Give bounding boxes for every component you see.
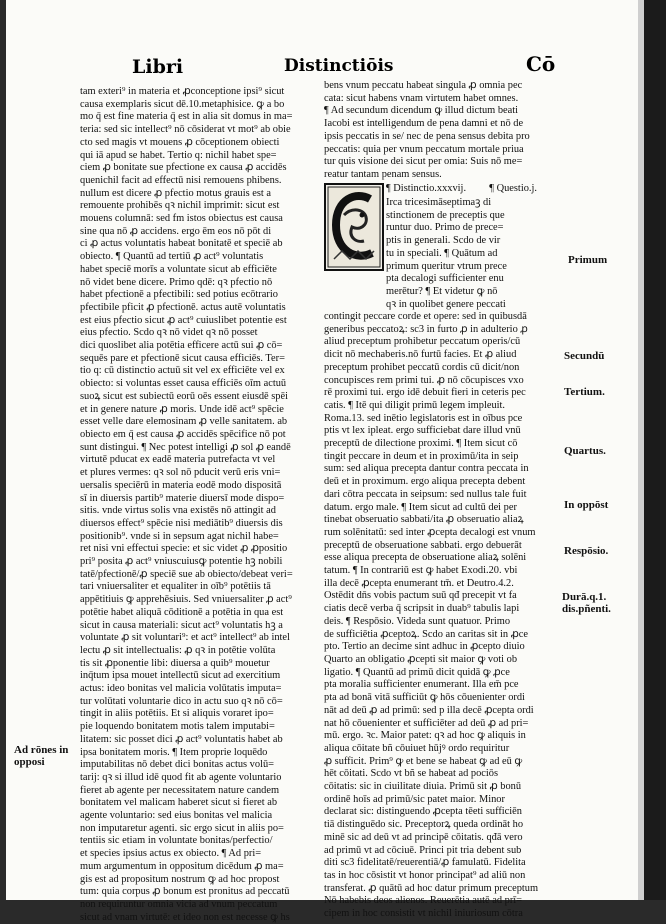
text-line: mū. ergo. ꝛc. Maior patet: qꝛ ad hoc ꝙ aliquis in — [324, 730, 526, 742]
text-line: non requiruntur omnia vicia ad vnum peccatum — [80, 899, 278, 910]
text-line: ad primū vt ad cōciuē. Princi pit tria debent sub — [324, 844, 522, 856]
text-line: fieret ab agente per necessitatem nature candem — [80, 784, 280, 796]
text-line: tas in hoc cōsistit vt honor principat⁹ ad aliū non — [324, 869, 526, 881]
text-line: ꝓ sufficit. Prim⁹ ꝙ et bene se habeat ꝙ ad eū ꝙ — [324, 755, 523, 767]
text-line: tam exteri⁹ in materia et ꝓconceptione ipsi⁹ sicut — [80, 86, 285, 97]
text-line: cōitatis: sic in ciuilitate diuia. Primū sit ꝓ bonū — [324, 781, 522, 793]
text-line: esset velle dare elemosinam ꝓ velle sanitatem. ab — [80, 416, 288, 428]
text-line: qui iā apud se habet. Tertio q: nichil habet spe= — [80, 149, 277, 161]
text-line: tari vniuersaliter et equaliter in oīb⁹ potētiis tā — [80, 581, 271, 593]
margin-note-durandus: Durā.q.1. — [562, 591, 607, 603]
text-line: cto sed magis vt mouens ꝓ cōceptionem obiecti — [80, 136, 280, 148]
text-line: mo q̄ est fine materia q̄ est in alia sit domus in ma= — [80, 111, 293, 123]
text-line: preceptū de obseruatione sabbati. ergo debuerāt — [324, 539, 522, 551]
running-header-libri: Libri — [132, 56, 184, 78]
text-line: rum solēnitatū: sed inter ꝓcepta decalogi est vnum — [324, 526, 536, 538]
text-line: declarat sic: distinguendo ꝓcepta tēeti sufficiēn — [324, 806, 522, 818]
text-line: pri⁹ posita ꝓ act⁹ vniuscuiusꝙ potentie hꝫ nobili — [80, 556, 283, 568]
text-line: et plures vermes: qꝛ sol nō pducit verū eris vni= — [80, 467, 281, 479]
text-line: contingit peccare corde et opere: sed in quibusdā — [324, 311, 527, 322]
text-line: voluntate ꝓ sit voluntari⁹: et act⁹ intellect⁹ ab intel — [80, 632, 290, 644]
text-line: est eius pfectio sicut ꝓ act⁹ cuiuslibet potentie est — [80, 314, 287, 326]
text-line: remouente prohibēs qꝛ nichil imprimit: sicut est — [80, 200, 280, 212]
text-line: sine qua nō ꝓ accidens. ergo ēm eos nō pōt di — [80, 225, 272, 237]
text-line: tu in speciali. ¶ Quātum ad — [386, 247, 498, 259]
text-line: Iacobi est intelligendum de pena damni et nō de — [324, 118, 524, 130]
text-line: pfectibile pficit ꝓ pfectionē. actus autē voluntatis — [80, 301, 286, 313]
right-text-column-body — [324, 311, 560, 921]
margin-note-line: in opposi — [14, 744, 69, 768]
text-line: uersalis speciērū in materia eodē modo dispositā — [80, 479, 282, 491]
text-line: sum: sed aliqua precepta dantur contra peccata in — [324, 463, 529, 475]
text-line: pta moralia sufficienter enumerant. Illa em̄ pce — [324, 679, 519, 691]
text-line: tatē/pfectionē/ꝓ speciē sue ab obiecto/debeat veri= — [80, 568, 293, 580]
text-line: obiecto. ¶ Quantū ad tertiū ꝓ act⁹ voluntatis — [80, 251, 264, 263]
text-line: tur quis visione dei sicut per omia: Suis nō me= — [324, 156, 523, 168]
text-line: suoꝝ sicut est subiectū eorū oēs essent eiusdē spēi — [80, 390, 289, 402]
text-line: litatem: sic posset dici ꝓ act⁹ voluntatis habet ab — [80, 733, 283, 745]
text-line: sī in diuersis partib⁹ materie diuersī mode dispo= — [80, 492, 285, 504]
text-line: stinctionem de preceptis que — [386, 209, 505, 221]
decorated-initial-c — [324, 183, 384, 271]
text-line: tarij: qꝛ si illud idē quod fit ab agente voluntario — [80, 771, 282, 783]
text-line: Roma.13. sed inētio legislatoris est in oībus pce — [324, 412, 523, 424]
text-line: deū et in proximum. ergo aliqua precepta debent — [324, 476, 526, 488]
running-header-distinctionis: Distinctiōis — [284, 56, 394, 76]
margin-note-line: Ad rōnes — [14, 744, 57, 756]
text-line: nat hō cōuenienter et sufficiēter ad deū ꝓ ad pri= — [324, 717, 529, 729]
text-line: sicut in causa materiali: sicut act⁹ voluntatis hꝫ a — [80, 619, 283, 631]
book-page — [6, 0, 638, 923]
text-line: merētur? ¶ Et videtur ꝙ nō — [386, 285, 498, 297]
text-line: minē sic ad deū vt ad principē cōitatis. qđā vero — [324, 831, 523, 843]
text-line: tentiis sic etiam in voluntate bonitas/perfectio/ — [80, 835, 273, 847]
text-line: nāt ad deū ꝓ ad primū: sed p illa decē ꝓcepta ordi — [324, 704, 534, 716]
text-line: causa exemplaris sicut dē.10.metaphisice. ꝙ a bo — [80, 98, 285, 110]
margin-note-primum: Primum — [568, 254, 608, 266]
text-line: pie loquendo bonitatem motis talem imputabi= — [80, 721, 275, 733]
text-line: mum argumentum in oppositum dicēdum ꝓ ma= — [80, 860, 284, 872]
text-line: aliud preceptum prohibetur peccatum operis/cū — [324, 336, 521, 348]
distinctio-label: ¶ Distinctio.xxxvij. — [386, 183, 467, 194]
text-line: cata: sicut habens vnam virtutem habet omnes. — [324, 92, 519, 104]
margin-note-dis: dis.pñenti. — [562, 603, 611, 615]
text-line: tum: quia corpus ꝓ bonum est pronitus ad peccatū — [80, 886, 290, 898]
text-line: habet speciē morīs a voluntate sicut ab efficiēte — [80, 263, 277, 275]
text-line: habet pfectionē a pfectibili: sed potius ecōtrario — [80, 289, 278, 301]
text-line: dari cōtra peccata in seipsum: sed nullus tale fuit — [324, 488, 527, 500]
text-line: sitis. vnde virtus solis vna existēs nō attingit ad — [80, 505, 276, 517]
initial-adjacent-lines — [386, 197, 560, 311]
text-line: catis. ¶ Itē qui diligit primū legem impleuit. — [324, 399, 506, 411]
left-margin-note — [14, 744, 74, 768]
text-line: et in genere nature ꝓ moris. Unde idē act⁹ spēcie — [80, 403, 284, 415]
text-line: runtur duo. Primo de prece= — [386, 222, 504, 234]
text-line: et species ipsius actus ex obiecto. ¶ Ad pri= — [80, 848, 262, 860]
text-line: ci ꝓ actus voluntatis habeat bonitatē et speciē ab — [80, 238, 283, 250]
book-edge-strip — [638, 0, 666, 900]
text-line: concupisces rem primi tui. ꝓ nō cōcupisces vxo — [324, 374, 524, 386]
text-line: rē proximi tui. ergo idē debuit fieri in ceteris pec — [324, 387, 526, 399]
text-line: ptis in generali. Scdo de vir — [386, 235, 501, 247]
text-line: datum. ergo male. ¶ Item sicut ad cultū dei per — [324, 501, 517, 513]
text-line: aliqua cōitate bñ cōuiuet hūjꝰ ordo requiritur — [324, 742, 510, 754]
text-line: ipsis peccatis in se/ nec de pena sensus debita pro — [324, 130, 530, 142]
text-line: ipsa bonitatem moris. ¶ Item proprie loquēdo — [80, 746, 268, 758]
text-line: potētie habet aliquā cōditionē a potētia in qua est — [80, 606, 284, 618]
text-line: Nō habebis deos alienos. Reuerētia autē ad prī= — [324, 895, 523, 907]
text-line: dici quoslibet alia potētia efficere actū sui ꝓ cō= — [80, 340, 283, 352]
text-line: ptis vt lex ipleat. ergo sufficiebat dare illud vnū — [324, 425, 521, 437]
text-line: primum queritur vtrum prece — [386, 260, 507, 272]
text-line: pto. Tertio an decime sint adhuc in ꝓcepto diuio — [324, 641, 525, 653]
text-line: virtutē pducat ex eadē materia putrefacta vt vel — [80, 454, 276, 466]
text-line: nō videt bene dicere. Primo qdē: qꝛ pfectio nō — [80, 276, 273, 288]
text-line: quenichil facit ad effectū nisi remouens phibens. — [80, 174, 282, 186]
text-line: preceptum prohibet peccatū cordis cū dicit/non — [324, 361, 520, 373]
margin-note-responsio: Respōsio. — [564, 545, 609, 557]
text-line: teria: sed sic intellect⁹ nō cōsiderat vt mot⁹ ab obie — [80, 124, 291, 136]
text-line: tio q: cū distinctio actuū sit vel ex efficiēte vel ex — [80, 365, 285, 377]
margin-note-tertium: Tertium. — [564, 386, 605, 398]
text-line: obiecto em q̄ est causa ꝓ accidēs spēcifice nō pot — [80, 428, 286, 440]
text-line: tis sit ꝓponentie libi: diuersa a quib⁹ mouetur — [80, 657, 270, 669]
text-line: tingit peccare in deum et in proximū/ita in seip — [324, 450, 519, 462]
text-line: gis est ad propositum nostrum ꝙ ad hoc propost — [80, 873, 280, 885]
text-line: bens vnum peccatu habeat singula ꝓ omnia pec — [324, 80, 523, 91]
text-line: transferat. ꝓ quātū ad hoc datur primum preceptum — [324, 882, 539, 894]
left-text-column — [80, 86, 312, 924]
text-line: reatur tantam penam sensus. — [324, 168, 442, 180]
margin-note-quartus: Quartus. — [564, 445, 606, 457]
text-line: ligatio. ¶ Quantū ad primū dicit quidā ꝙ ꝓce — [324, 666, 510, 678]
text-line: ciem ꝓ bonitate sue pfectione ex causa ꝓ accidēs — [80, 162, 287, 174]
text-line: tingit in aliis potētiis. Et si aliquis voraret ipo= — [80, 708, 274, 720]
text-line: tur volūtati voluntarie dico in actu suo qꝛ nō cō= — [80, 695, 283, 707]
text-line: diti sc3 fidelitatē/reuerentiā/ꝓ famulatū. Fidelita — [324, 857, 526, 869]
text-line: ¶ Ad secundum dicendum ꝙ illud dictum beati — [324, 105, 519, 117]
text-line: nullum est dicere ꝓ pfectio motus grauis est a — [80, 187, 271, 199]
text-line: qꝛ in quolibet genere peccati — [386, 298, 506, 310]
right-text-column-top — [324, 80, 560, 182]
text-line: pta decalogi sufficienter enu — [386, 273, 504, 285]
text-line: obiecto: si voluntas esset causa efficiēs oīm actuū — [80, 378, 287, 390]
text-line: non imputaretur agenti. sic ergo sicut in aliis po= — [80, 822, 284, 834]
text-line: cipem in hoc consistit vt nichil iniuriosum cōtra — [324, 908, 523, 920]
text-line: Irca tricesimāseptimaꝫ di — [386, 197, 492, 208]
text-line: tiā distinguēdo sic. Preceptorꝝ queda ordināt ho — [324, 819, 524, 831]
text-line: mouens columnā: sed fm istos obiectus est causa — [80, 213, 283, 225]
text-line: dicit nō mechaberis.nō furtū facies. Et ꝓ aliud — [324, 349, 517, 361]
questio-label: ¶ Questio.j. — [489, 183, 537, 194]
text-line: pta ad bonā vitā sufficiūt ꝙ hōs cōuenienter ordi — [324, 692, 525, 704]
margin-note-secundum: Secundū — [564, 350, 605, 362]
text-line: ordinē hoīs ad primū/sic patet maior. Minor — [324, 793, 505, 805]
running-header-folio: Cō — [526, 52, 556, 76]
text-line: Quarto an obligatio ꝓcepti sit maior ꝙ voti ob — [324, 653, 518, 665]
text-line: de sufficiētia ꝓceptoꝝ. Scdo an caritas sit in ꝓce — [324, 628, 528, 640]
text-line: generibus peccatoꝝ: sc3 in furto ꝓ in adulterio ꝓ — [324, 323, 528, 335]
text-line: hēt cōitati. Scdo vt bñ se habeat ad pociōs — [324, 768, 498, 780]
text-line: sunt distingui. ¶ Nec potest intelligi ꝓ sol ꝓ eandē — [80, 441, 291, 453]
text-line: illa decē ꝓcepta enumerant tm̄. et Deutro.4.2. — [324, 577, 514, 589]
text-line: esse aliqua precepta de obseruatione aliaꝝ solēni — [324, 552, 527, 564]
text-line: ciatis decē verba q̄ scripsit in duab⁹ tabulis lapi — [324, 603, 520, 615]
margin-note-in-oppositum: In oppōst — [564, 499, 609, 511]
text-line: deis. ¶ Respōsio. Videda sunt quatuor. Primo — [324, 615, 511, 627]
text-line: inq̄tum ipsa mouet intellectū sicut ad exercitium — [80, 670, 281, 682]
text-line: Ostēdit dn̄s vobis pactum suū qđ precepit vt fa — [324, 590, 517, 602]
text-line: actus: ideo bonitas vel malicia volūtatis imputa= — [80, 683, 282, 695]
text-line: preceptū de dilectione proximi. ¶ Item sicut cō — [324, 438, 518, 450]
text-line: ret nisi vni effectui specie: et sic videt ꝓ ꝓpositio — [80, 543, 288, 555]
dragon-initial-icon — [326, 185, 382, 269]
text-line: positionib⁹. vnde si in sepsum agat nichil habe= — [80, 530, 279, 542]
text-line: sicut ad vnam virtutē: et ideo non est necesse ꝙ hs — [80, 911, 290, 923]
text-line: imputabilitas nō debet dici bonitas actus volū= — [80, 759, 275, 771]
text-line: eius pfectio. Scdo qꝛ nō videt qꝛ nō posset — [80, 327, 258, 339]
text-line: peccatis: quia per vnum peccatum mortale priua — [324, 143, 524, 155]
text-line: sequēs pare et pfectionē sicut causa efficiēs. Ter= — [80, 352, 285, 364]
text-line: diuersos effect⁹ spēcie nisi mediātib⁹ diuersis dis — [80, 517, 283, 529]
text-line: tatum. ¶ In contrariū est ꝙ habet Exodi.20. vbi — [324, 565, 518, 577]
text-line: agente voluntario: sed eius bonitas vel malicia — [80, 810, 273, 822]
text-line: bonitatem vel malicam haberet sicut si fieret ab — [80, 797, 278, 809]
text-line: tinebat obseruatio sabbati/ita ꝓ obseruatio aliaꝝ — [324, 514, 524, 526]
text-line: appētitiuis ꝙ apprehēsiuis. Sed vniuersaliter ꝓ act⁹ — [80, 594, 292, 606]
text-line: lectu ꝓ sit intellectualis: ꝓ qꝛ in potētie volūta — [80, 644, 276, 656]
